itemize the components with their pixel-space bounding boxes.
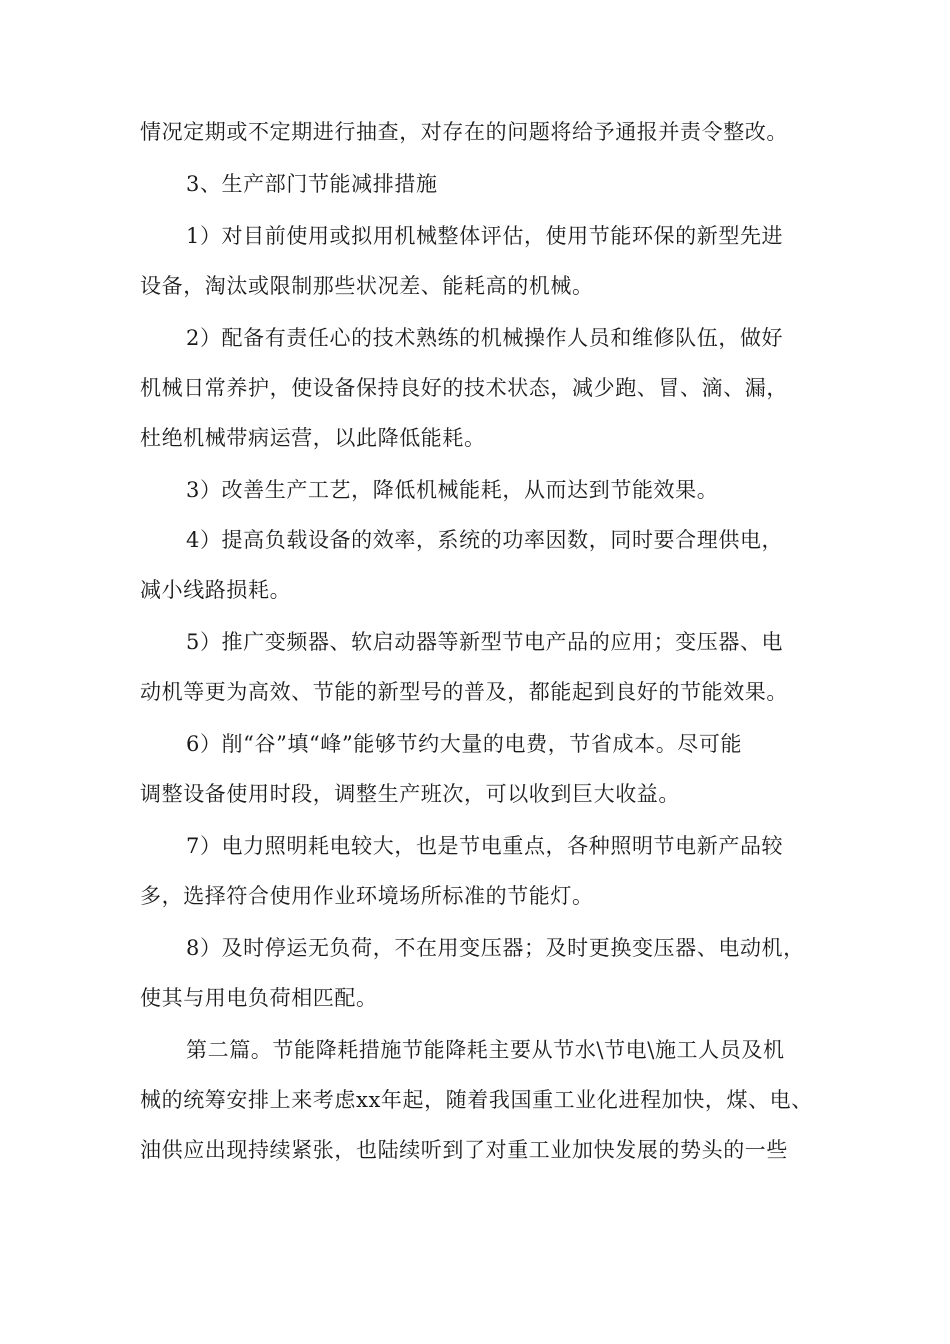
text-line: 1）对目前使用或拟用机械整体评估，使用节能环保的新型先进 — [186, 224, 784, 248]
text-line: 2）配备有责任心的技术熟练的机械操作人员和维修队伍，做好 — [186, 326, 784, 350]
text-line: 调整设备使用时段，调整生产班次，可以收到巨大收益。 — [140, 782, 680, 806]
text-line: 7）电力照明耗电较大，也是节电重点，各种照明节电新产品较 — [186, 834, 784, 858]
text-line: 多，选择符合使用作业环境场所标准的节能灯。 — [140, 884, 594, 908]
text-line: 第二篇。节能降耗措施节能降耗主要从节水\节电\施工人员及机 — [186, 1038, 785, 1062]
text-line: 机械日常养护，使设备保持良好的技术状态，减少跑、冒、滴、漏， — [140, 376, 788, 400]
text-line: 8）及时停运无负荷，不在用变压器；及时更换变压器、电动机， — [186, 936, 805, 960]
text-line: 械的统筹安排上来考虑xx年起，随着我国重工业化进程加快，煤、电、 — [140, 1088, 813, 1112]
section-heading: 3、生产部门节能减排措施 — [186, 172, 438, 196]
text-line: 4）提高负载设备的效率，系统的功率因数，同时要合理供电， — [186, 528, 784, 552]
text-line: 杜绝机械带病运营，以此降低能耗。 — [140, 426, 486, 450]
text-line: 动机等更为高效、节能的新型号的普及，都能起到良好的节能效果。 — [140, 680, 788, 704]
text-line: 3）改善生产工艺，降低机械能耗，从而达到节能效果。 — [186, 478, 719, 502]
text-line: 6）削“谷”填“峰”能够节约大量的电费，节省成本。尽可能 — [186, 732, 743, 756]
text-line: 5）推广变频器、软启动器等新型节电产品的应用；变压器、电 — [186, 630, 784, 654]
text-line: 情况定期或不定期进行抽查，对存在的问题将给予通报并责令整改。 — [140, 120, 788, 144]
text-line: 使其与用电负荷相匹配。 — [140, 986, 378, 1010]
text-line: 设备，淘汰或限制那些状况差、能耗高的机械。 — [140, 274, 594, 298]
text-line: 减小线路损耗。 — [140, 578, 292, 602]
text-line: 油供应出现持续紧张，也陆续听到了对重工业加快发展的势头的一些 — [140, 1138, 788, 1162]
